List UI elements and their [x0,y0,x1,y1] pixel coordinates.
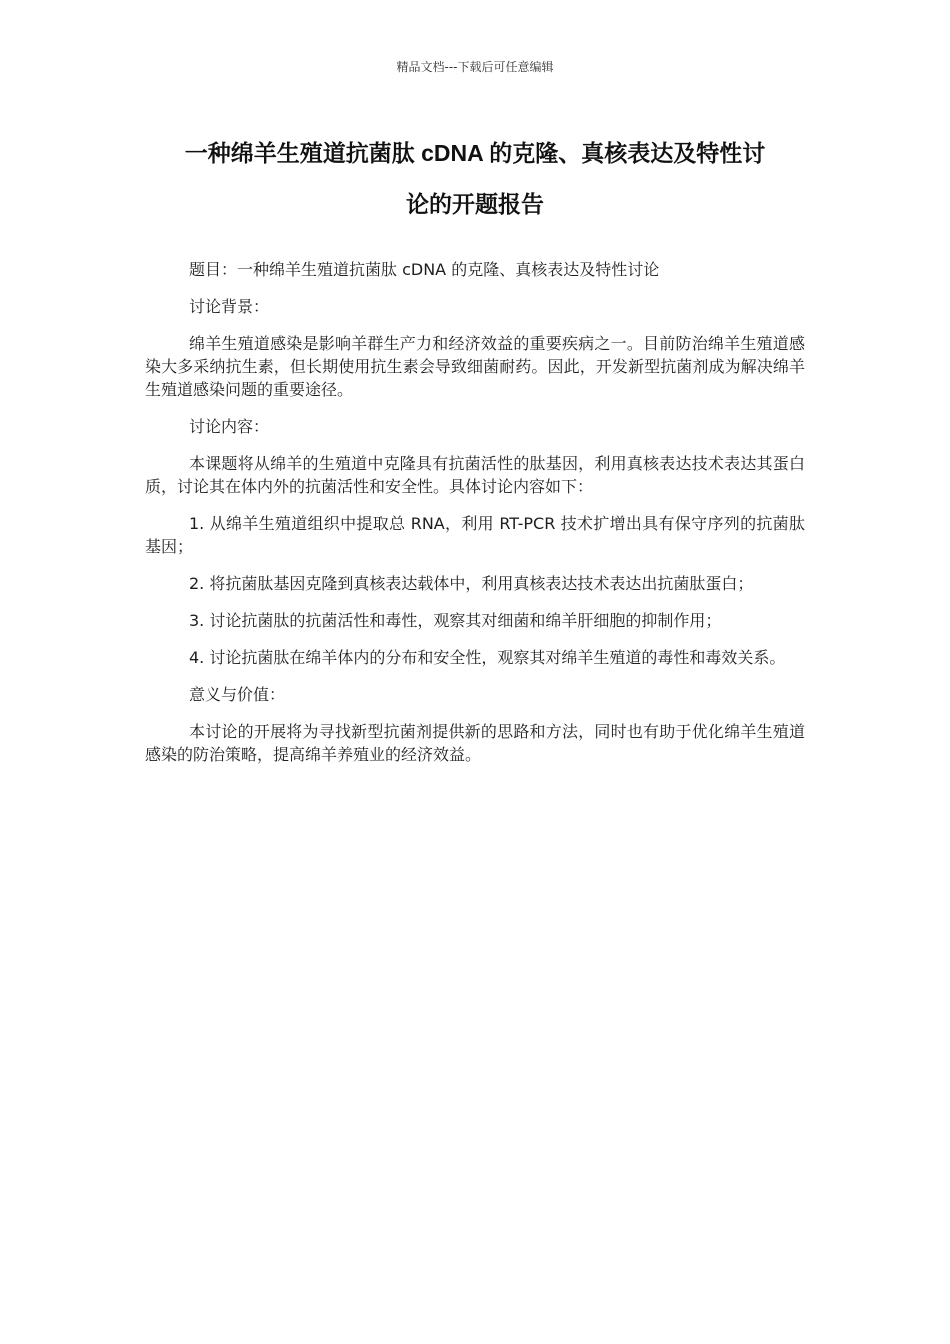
background-heading: 讨论背景： [189,297,270,316]
content-heading: 讨论内容： [189,417,270,436]
content-item-3: 3. 讨论抗菌肽的抗菌活性和毒性，观察其对细菌和绵羊肝细胞的抑制作用； [189,611,722,630]
document-body [145,258,805,780]
significance-paragraph: 本讨论的开展将为寻找新型抗菌剂提供新的思路和方法，同时也有助于优化绵羊生殖道感染的防治策略，提高绵羊养殖业的经济效益。 [145,722,805,764]
title-line-1: 一种绵羊生殖道抗菌肽 cDNA 的克隆、真核表达及特性讨 [184,140,766,166]
topic-paragraph: 题目：一种绵羊生殖道抗菌肽 cDNA 的克隆、真核表达及特性讨论 [189,260,660,279]
content-item-1: 1. 从绵羊生殖道组织中提取总 RNA，利用 RT-PCR 技术扩增出具有保守序列的抗菌肽基因； [145,514,805,556]
title-line-2: 论的开题报告 [406,191,544,217]
background-paragraph: 绵羊生殖道感染是影响羊群生产力和经济效益的重要疾病之一。目前防治绵羊生殖道感染大多采纳抗生素，但长期使用抗生素会导致细菌耐药。因此，开发新型抗菌剂成为解决绵羊生殖道感染问题的重要途径。 [145,334,805,399]
significance-heading: 意义与价值： [189,685,286,704]
document-title [145,128,805,230]
content-intro-paragraph: 本课题将从绵羊的生殖道中克隆具有抗菌活性的肽基因，利用真核表达技术表达其蛋白质，讨论其在体内外的抗菌活性和安全性。具体讨论内容如下： [145,454,805,496]
header-note: 精品文档---下载后可任意编辑 [396,60,554,74]
content-item-2: 2. 将抗菌肽基因克隆到真核表达载体中，利用真核表达技术表达出抗菌肽蛋白； [189,574,754,593]
content-item-4: 4. 讨论抗菌肽在绵羊体内的分布和安全性，观察其对绵羊生殖道的毒性和毒效关系。 [189,648,786,667]
